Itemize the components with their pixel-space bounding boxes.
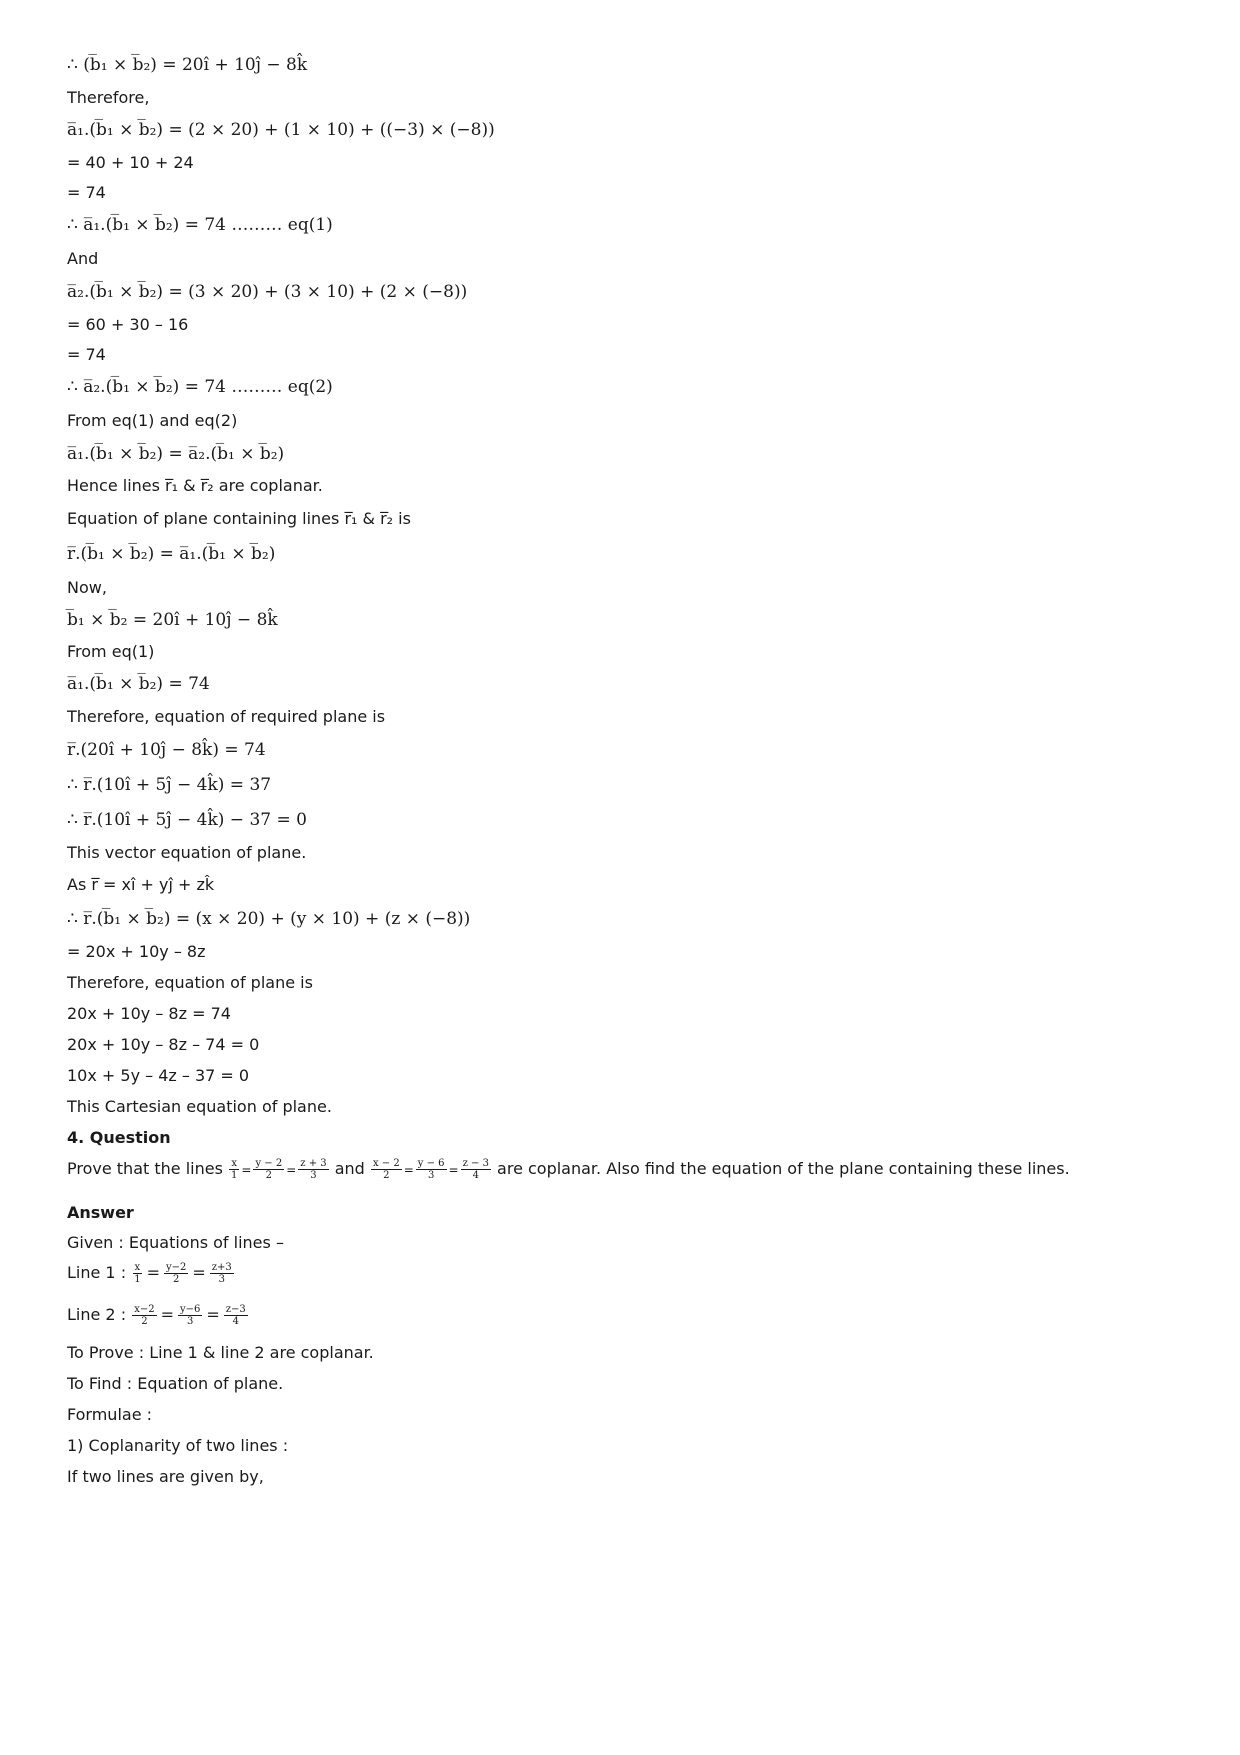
question-heading: 4. Question	[67, 1128, 171, 1147]
q-line1-y-fraction: $\frac{y - 2}{2}$	[255, 1158, 283, 1181]
solution-line: ∴ a̅₂.(b̅₁ × b̅₂) = 74 ……… eq(2)	[67, 377, 333, 397]
solution-line: r̅.(b̅₁ × b̅₂) = a̅₁.(b̅₁ × b̅₂)	[67, 544, 276, 564]
to-find-text: To Find : Equation of plane.	[67, 1374, 284, 1393]
solution-line: ∴ r̅.(10î + 5ĵ − 4k̂) = 37	[67, 775, 272, 795]
answer-heading: Answer	[67, 1203, 134, 1222]
solution-line: r̅.(20î + 10ĵ − 8k̂) = 74	[67, 740, 266, 760]
question-outro: are coplanar. Also find the equation of the plane containing these lines.	[497, 1159, 1070, 1178]
solution-line: a̅₂.(b̅₁ × b̅₂) = (3 × 20) + (3 × 10) + (2 × (−8))	[67, 282, 468, 302]
q-line2-z-fraction: $\frac{z - 3}{4}$	[462, 1158, 489, 1181]
solution-line: 20x + 10y – 8z = 74	[67, 1004, 231, 1023]
solution-line: = 40 + 10 + 24	[67, 153, 194, 172]
solution-line: a̅₁.(b̅₁ × b̅₂) = (2 × 20) + (1 × 10) + ((−3) × (−8))	[67, 120, 495, 140]
solution-line: Hence lines r̅₁ & r̅₂ are coplanar.	[67, 476, 323, 495]
solution-line: Therefore,	[67, 88, 150, 107]
solution-line: = 60 + 30 – 16	[67, 315, 189, 334]
solution-line: Therefore, equation of plane is	[67, 973, 313, 992]
formulae-heading: Formulae :	[67, 1405, 153, 1424]
solution-line: ∴ a̅₁.(b̅₁ × b̅₂) = 74 ……… eq(1)	[67, 215, 333, 235]
a-line2-y-fraction: $\frac{y-6}{3}$	[179, 1304, 201, 1327]
a-line2-x-fraction: $\frac{x-2}{2}$	[134, 1304, 155, 1327]
q-line2-x-fraction: $\frac{x - 2}{2}$	[372, 1158, 400, 1181]
solution-line: 10x + 5y – 4z – 37 = 0	[67, 1066, 250, 1085]
question-text: Prove that the lines $\frac{x}{1}$ = $\frac{y - 2}{2}$ = $\frac{z + 3}{3}$ and $\frac{x - 2}{2}$ = $\frac{y - 6}{3}$ = $\frac{z - 3}{4}$ are coplanar. Also find the equation of the plane containing these lines.	[67, 1158, 1070, 1181]
line1-equation: Line 1 : $\frac{x}{1}$ = $\frac{y-2}{2}$ = $\frac{z+3}{3}$	[67, 1262, 232, 1285]
formula-1-text: 1) Coplanarity of two lines :	[67, 1436, 289, 1455]
solution-line: a̅₁.(b̅₁ × b̅₂) = a̅₂.(b̅₁ × b̅₂)	[67, 444, 285, 464]
solution-line: And	[67, 249, 99, 268]
solution-line: = 74	[67, 183, 106, 202]
if-lines-text: If two lines are given by,	[67, 1467, 264, 1486]
question-connector: and	[334, 1159, 365, 1178]
solution-line: As r̅ = xî + yĵ + zk̂	[67, 875, 215, 894]
q-line1-x-fraction: $\frac{x}{1}$	[231, 1158, 238, 1181]
line2-label: Line 2 :	[67, 1305, 127, 1324]
solution-line: Therefore, equation of required plane is	[67, 707, 386, 726]
solution-line: = 74	[67, 345, 106, 364]
q-line1-z-fraction: $\frac{z + 3}{3}$	[300, 1158, 327, 1181]
solution-line: This Cartesian equation of plane.	[67, 1097, 332, 1116]
solution-line: Now,	[67, 578, 107, 597]
a-line1-z-fraction: $\frac{z+3}{3}$	[211, 1262, 232, 1285]
line1-label: Line 1 :	[67, 1263, 127, 1282]
solution-line: Equation of plane containing lines r̅₁ & r̅₂ is	[67, 509, 411, 528]
given-text: Given : Equations of lines –	[67, 1233, 284, 1252]
solution-line: From eq(1)	[67, 642, 155, 661]
solution-line: b̅₁ × b̅₂ = 20î + 10ĵ − 8k̂	[67, 610, 278, 630]
a-line1-x-fraction: $\frac{x}{1}$	[134, 1262, 141, 1285]
solution-line: a̅₁.(b̅₁ × b̅₂) = 74	[67, 674, 210, 694]
solution-line: = 20x + 10y – 8z	[67, 942, 206, 961]
solution-line: This vector equation of plane.	[67, 843, 307, 862]
solution-line: From eq(1) and eq(2)	[67, 411, 238, 430]
q-line2-y-fraction: $\frac{y - 6}{3}$	[417, 1158, 445, 1181]
to-prove-text: To Prove : Line 1 & line 2 are coplanar.	[67, 1343, 374, 1362]
a-line1-y-fraction: $\frac{y-2}{2}$	[165, 1262, 187, 1285]
solution-line: ∴ r̅.(10î + 5ĵ − 4k̂) − 37 = 0	[67, 810, 307, 830]
solution-line: 20x + 10y – 8z – 74 = 0	[67, 1035, 260, 1054]
a-line2-z-fraction: $\frac{z-3}{4}$	[225, 1304, 246, 1327]
line2-equation: Line 2 : $\frac{x-2}{2}$ = $\frac{y-6}{3}$ = $\frac{z-3}{4}$	[67, 1304, 246, 1327]
question-intro: Prove that the lines	[67, 1159, 223, 1178]
solution-line: ∴ (b̅₁ × b̅₂) = 20î + 10ĵ − 8k̂	[67, 55, 308, 75]
solution-line: ∴ r̅.(b̅₁ × b̅₂) = (x × 20) + (y × 10) + (z × (−8))	[67, 909, 471, 929]
